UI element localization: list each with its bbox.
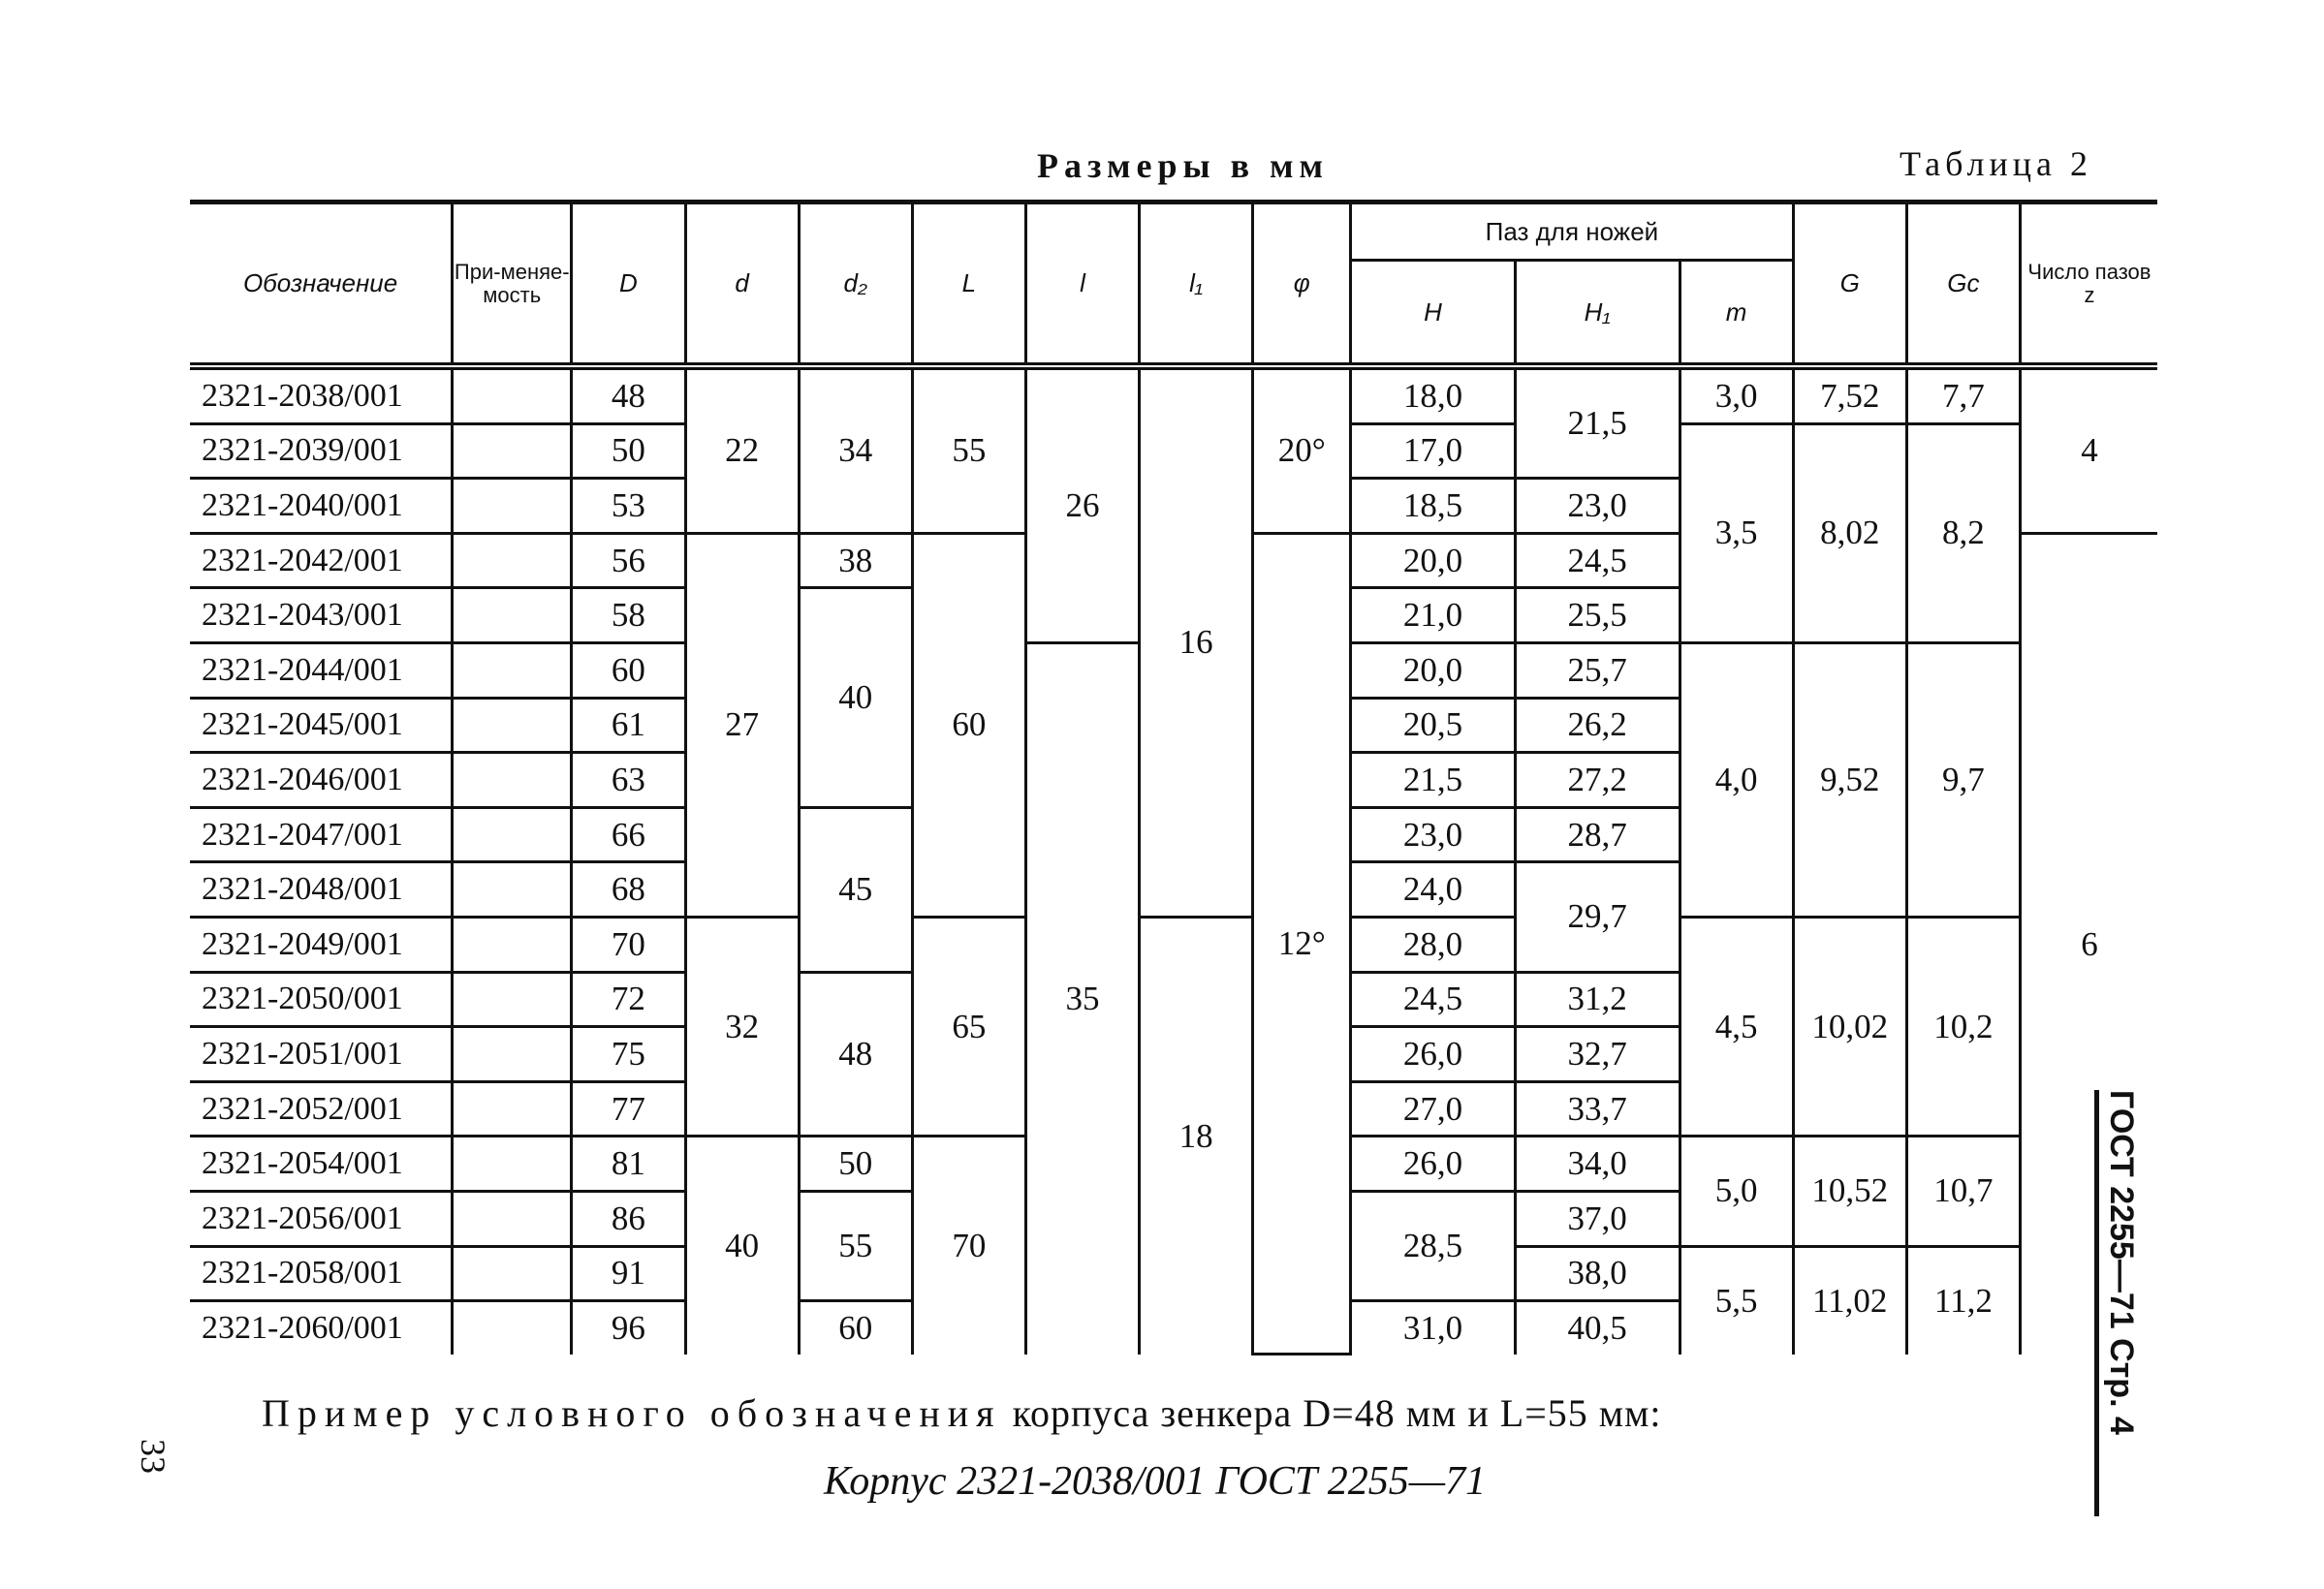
header-d: d: [685, 203, 799, 367]
H-cell: 21,5: [1351, 753, 1516, 808]
H-cell: 21,0: [1351, 588, 1516, 643]
H1-cell: 26,2: [1515, 698, 1680, 753]
Gc-cell: 10,7: [1906, 1137, 2020, 1246]
header-H1: H₁: [1515, 261, 1680, 367]
H-cell: 26,0: [1351, 1137, 1516, 1192]
length-L-cell: 60: [912, 533, 1025, 917]
l-cell: 26: [1025, 366, 1139, 642]
H-cell: 27,0: [1351, 1081, 1516, 1137]
example-designation: Корпус 2321-2038/001 ГОСТ 2255—71: [824, 1459, 1487, 1504]
H-cell: 18,5: [1351, 479, 1516, 534]
d-outer-cell: 72: [572, 972, 685, 1027]
d-outer-cell: 70: [572, 917, 685, 972]
d2-cell: 40: [799, 588, 912, 807]
header-L: L: [912, 203, 1025, 367]
d-outer-cell: 81: [572, 1137, 685, 1192]
d-outer-cell: 58: [572, 588, 685, 643]
table-row: [190, 917, 2157, 972]
applicability-cell: [453, 1137, 572, 1192]
H-cell: 28,0: [1351, 917, 1516, 972]
header-applicability: При-меняе-мость: [453, 203, 572, 367]
d-cell: 32: [685, 917, 799, 1136]
designation-cell: 2321-2040/001: [190, 479, 453, 534]
H1-cell: 25,7: [1515, 642, 1680, 698]
d-outer-cell: 86: [572, 1191, 685, 1246]
H1-cell: 29,7: [1515, 862, 1680, 972]
table-row: [190, 366, 2157, 423]
Gc-cell: 8,2: [1906, 423, 2020, 642]
d-outer-cell: 48: [572, 366, 685, 423]
Gc-cell: 10,2: [1906, 917, 2020, 1136]
designation-cell: 2321-2038/001: [190, 366, 453, 423]
sidebar-standard-label: ГОСТ 2255—71 Стр. 4: [2094, 1090, 2140, 1516]
m-cell: 5,0: [1680, 1137, 1793, 1246]
designation-cell: 2321-2046/001: [190, 753, 453, 808]
applicability-cell: [453, 533, 572, 588]
designation-cell: 2321-2051/001: [190, 1027, 453, 1082]
H-cell: 24,0: [1351, 862, 1516, 918]
m-cell: 5,5: [1680, 1246, 1793, 1355]
designation-cell: 2321-2045/001: [190, 698, 453, 753]
phi-cell: 20°: [1253, 366, 1351, 533]
applicability-cell: [453, 1301, 572, 1355]
header-H: H: [1351, 261, 1516, 367]
d-outer-cell: 75: [572, 1027, 685, 1082]
Gc-cell: 11,2: [1906, 1246, 2020, 1355]
d2-cell: 38: [799, 533, 912, 588]
d-outer-cell: 50: [572, 423, 685, 479]
applicability-cell: [453, 1191, 572, 1246]
d-outer-cell: 91: [572, 1246, 685, 1301]
H-cell: 26,0: [1351, 1027, 1516, 1082]
H1-cell: 32,7: [1515, 1027, 1680, 1082]
H1-cell: 27,2: [1515, 753, 1680, 808]
d-outer-cell: 60: [572, 642, 685, 698]
d-cell: 22: [685, 366, 799, 533]
header-row: [190, 203, 2157, 261]
d-cell: 27: [685, 533, 799, 917]
example-spaced-text: Пример условного обозначения: [262, 1391, 1002, 1435]
applicability-cell: [453, 862, 572, 918]
d-outer-cell: 77: [572, 1081, 685, 1137]
G-cell: 7,52: [1793, 366, 1906, 423]
H1-cell: 40,5: [1515, 1301, 1680, 1355]
designation-cell: 2321-2039/001: [190, 423, 453, 479]
H1-cell: 37,0: [1515, 1191, 1680, 1246]
d2-cell: 34: [799, 366, 912, 533]
designation-cell: 2321-2047/001: [190, 807, 453, 862]
applicability-cell: [453, 807, 572, 862]
H-cell: 18,0: [1351, 366, 1516, 423]
G-cell: 11,02: [1793, 1246, 1906, 1355]
Gc-cell: 7,7: [1906, 366, 2020, 423]
H-cell: 20,0: [1351, 533, 1516, 588]
H1-cell: 24,5: [1515, 533, 1680, 588]
H1-cell: 38,0: [1515, 1246, 1680, 1301]
phi-cell: 12°: [1253, 533, 1351, 1354]
header-slot-group: Паз для ножей: [1351, 203, 1793, 261]
dimensions-table: [190, 200, 2157, 1355]
d-outer-cell: 96: [572, 1301, 685, 1355]
H1-cell: 33,7: [1515, 1081, 1680, 1137]
applicability-cell: [453, 423, 572, 479]
header-teeth-count: Число пазов z: [2020, 203, 2157, 367]
d-outer-cell: 56: [572, 533, 685, 588]
d-outer-cell: 53: [572, 479, 685, 534]
teeth-cell: 4: [2020, 366, 2157, 533]
header-Gc: Gc: [1906, 203, 2020, 367]
example-text: корпуса зенкера D=48 мм и L=55 мм:: [1012, 1391, 1662, 1435]
designation-cell: 2321-2048/001: [190, 862, 453, 918]
m-cell: 4,5: [1680, 917, 1793, 1136]
d-outer-cell: 66: [572, 807, 685, 862]
H1-cell: 34,0: [1515, 1137, 1680, 1192]
header-d2: d₂: [799, 203, 912, 367]
G-cell: 10,02: [1793, 917, 1906, 1136]
designation-cell: 2321-2050/001: [190, 972, 453, 1027]
length-L-cell: 70: [912, 1137, 1025, 1355]
applicability-cell: [453, 1081, 572, 1137]
l1-cell: 16: [1140, 366, 1253, 917]
H-cell: 23,0: [1351, 807, 1516, 862]
designation-cell: 2321-2056/001: [190, 1191, 453, 1246]
G-cell: 10,52: [1793, 1137, 1906, 1246]
d2-cell: 55: [799, 1191, 912, 1300]
designation-cell: 2321-2042/001: [190, 533, 453, 588]
Gc-cell: 9,7: [1906, 642, 2020, 917]
G-cell: 9,52: [1793, 642, 1906, 917]
designation-cell: 2321-2044/001: [190, 642, 453, 698]
d2-cell: 45: [799, 807, 912, 972]
units-caption: Размеры в мм: [1037, 146, 1330, 185]
length-L-cell: 65: [912, 917, 1025, 1136]
applicability-cell: [453, 479, 572, 534]
header-G: G: [1793, 203, 1906, 367]
l1-cell: 18: [1140, 917, 1253, 1354]
header-l1: l₁: [1140, 203, 1253, 367]
H1-cell: 21,5: [1515, 366, 1680, 479]
m-cell: 4,0: [1680, 642, 1793, 917]
H-cell: 28,5: [1351, 1191, 1516, 1300]
table-title: Таблица 2: [1900, 144, 2092, 183]
applicability-cell: [453, 1246, 572, 1301]
H-cell: 20,0: [1351, 642, 1516, 698]
designation-cell: 2321-2058/001: [190, 1246, 453, 1301]
designation-cell: 2321-2049/001: [190, 917, 453, 972]
d2-cell: 48: [799, 972, 912, 1137]
H-cell: 31,0: [1351, 1301, 1516, 1355]
d-cell: 40: [685, 1137, 799, 1355]
applicability-cell: [453, 366, 572, 423]
designation-cell: 2321-2060/001: [190, 1301, 453, 1355]
length-L-cell: 55: [912, 366, 1025, 533]
m-cell: 3,5: [1680, 423, 1793, 642]
d2-cell: 50: [799, 1137, 912, 1192]
header-phi: φ: [1253, 203, 1351, 367]
header-l: l: [1025, 203, 1139, 367]
header-D: D: [572, 203, 685, 367]
designation-cell: 2321-2043/001: [190, 588, 453, 643]
d-outer-cell: 63: [572, 753, 685, 808]
designation-cell: 2321-2052/001: [190, 1081, 453, 1137]
l-cell: 35: [1025, 642, 1139, 1354]
H-cell: 20,5: [1351, 698, 1516, 753]
H1-cell: 25,5: [1515, 588, 1680, 643]
applicability-cell: [453, 698, 572, 753]
header-m: m: [1680, 261, 1793, 367]
applicability-cell: [453, 972, 572, 1027]
m-cell: 3,0: [1680, 366, 1793, 423]
applicability-cell: [453, 753, 572, 808]
applicability-cell: [453, 642, 572, 698]
page-number: 33: [134, 1439, 173, 1474]
H-cell: 17,0: [1351, 423, 1516, 479]
applicability-cell: [453, 588, 572, 643]
G-cell: 8,02: [1793, 423, 1906, 642]
H-cell: 24,5: [1351, 972, 1516, 1027]
example-line: [262, 1390, 1662, 1436]
d2-cell: 60: [799, 1301, 912, 1355]
applicability-cell: [453, 1027, 572, 1082]
header-designation: Обозначение: [190, 203, 453, 367]
H1-cell: 28,7: [1515, 807, 1680, 862]
H1-cell: 23,0: [1515, 479, 1680, 534]
d-outer-cell: 61: [572, 698, 685, 753]
teeth-cell: 6: [2081, 924, 2098, 963]
applicability-cell: [453, 917, 572, 972]
designation-cell: 2321-2054/001: [190, 1137, 453, 1192]
d-outer-cell: 68: [572, 862, 685, 918]
H1-cell: 31,2: [1515, 972, 1680, 1027]
